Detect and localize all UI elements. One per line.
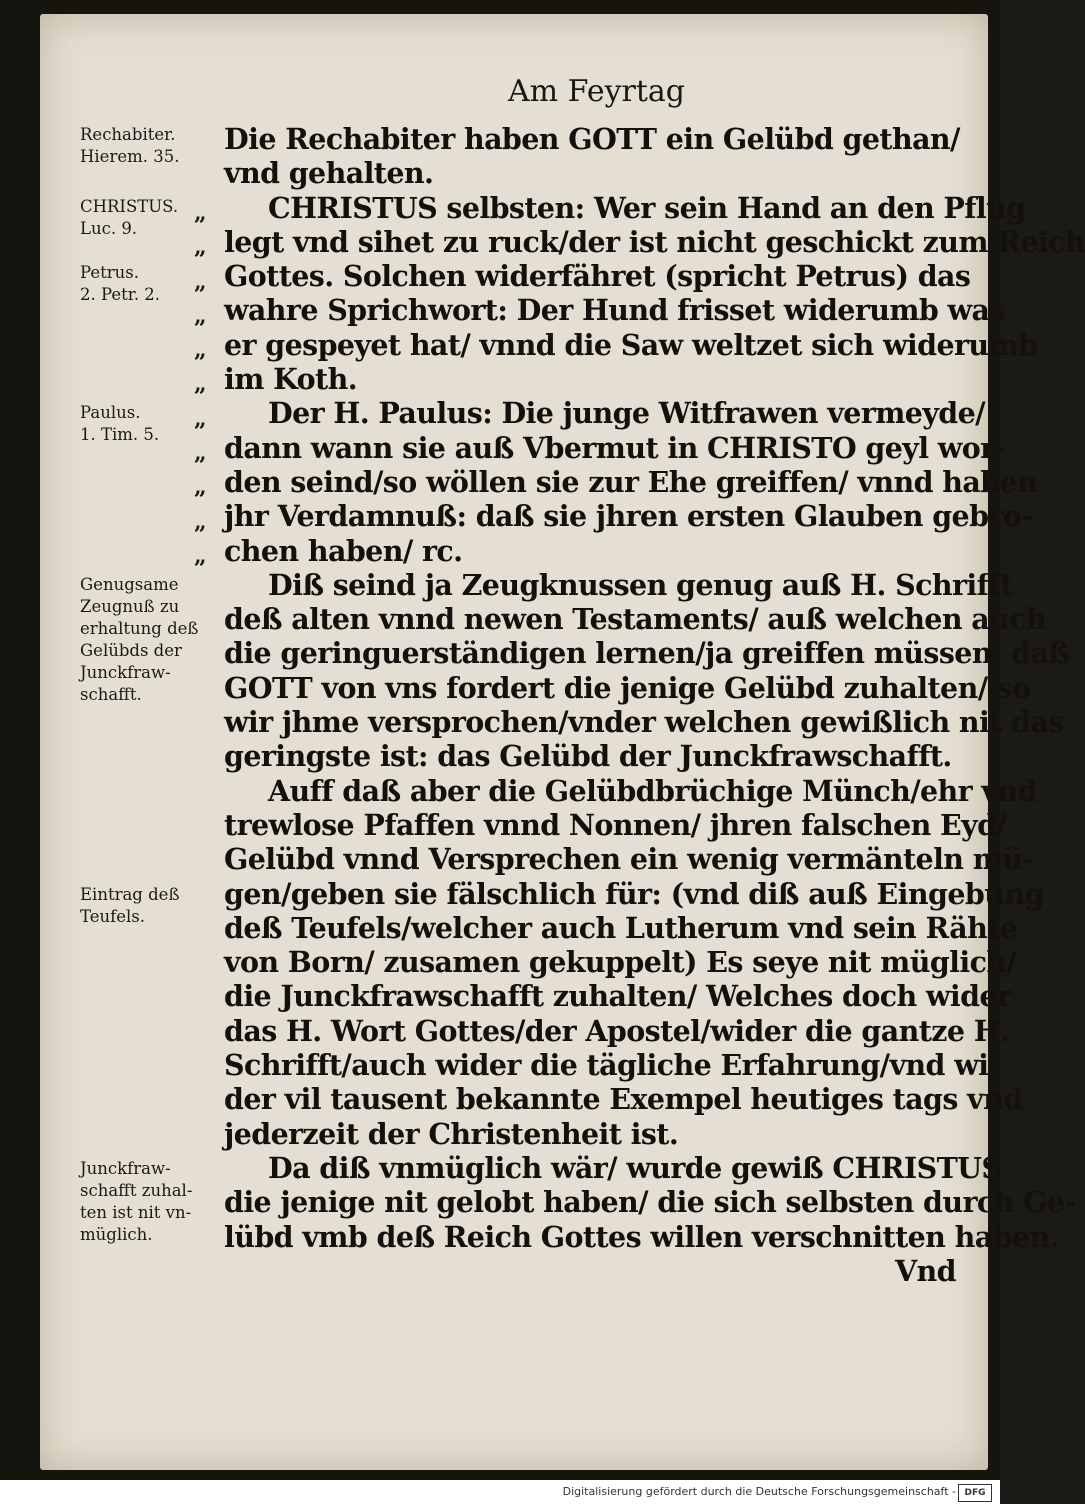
text-line: die Junckfrawschafft zuhalten/ Welches doch wider [224,979,1012,1014]
margin-note-line: Rechabiter. [80,125,176,144]
margin-note-line: Zeugnuß zu [80,597,180,616]
text-line: jederzeit der Christenheit ist. [224,1116,679,1151]
quote-mark: „ [194,200,207,226]
catchword: Vnd [895,1253,956,1288]
text-line: gen/geben sie fälschlich für: (vnd diß auß Eingebung [224,876,1044,911]
margin-note-line: Paulus. [80,403,141,422]
margin-note-junckfrawschafft [80,1158,210,1246]
text-line: die jenige nit gelobt haben/ die sich selbsten durch Ge- [224,1185,1076,1220]
margin-note-line: erhaltung deß [80,619,199,638]
margin-note-line: CHRISTUS. [80,197,179,216]
body-text [224,122,1085,1288]
text-line: Schrifft/auch wider die tägliche Erfahrung/vnd wi- [224,1048,1000,1083]
margin-note-line: Genugsame [80,575,179,594]
quote-mark: „ [194,542,207,569]
quote-mark: „ [194,405,207,432]
margin-note-line: Luc. 9. [80,219,138,238]
text-line: Die Rechabiter haben GOTT ein Gelübd gethan/ [224,122,960,156]
text-line: CHRISTUS selbsten: Wer sein Hand an den Pflug [268,190,1026,225]
margin-note-line: schafft zuhal- [80,1181,193,1200]
margin-note-line: Eintrag deß [80,885,180,904]
margin-note-line: 1. Tim. 5. [80,425,160,444]
text-line: er gespeyet hat/ vnnd die Saw weltzet sich widerumb [224,327,1038,362]
quote-mark: „ [194,337,207,364]
text-line: das H. Wort Gottes/der Apostel/wider die gantze H. [224,1013,1010,1048]
text-line: Gottes. Solchen widerfähret (spricht Petrus) das [224,259,971,294]
text-line: wir jhme versprochen/vnder welchen gewißlich nit das [224,705,1064,740]
text-line: Auff daß aber die Gelübdbrüchige Münch/ehr vnd [268,773,1037,808]
margin-note-teufel [80,884,210,928]
digitization-credit: Digitalisierung gefördert durch die Deutsche Forschungsgemeinschaft - [562,1485,956,1498]
text-line: jhr Verdamnuß: daß sie jhren ersten Glauben gebro- [224,499,1033,534]
text-line: wahre Sprichwort: Der Hund frisset widerumb was [224,293,1005,328]
text-line: legt vnd sihet zu ruck/der ist nicht geschickt zum Reich [224,224,1085,259]
text-line: chen haben/ rc. [224,533,463,568]
margin-note-line: Gelübds der [80,641,182,660]
quote-mark: „ [194,474,207,501]
text-line: die geringuerständigen lernen/ja greiffen müssen: daß [224,636,1070,671]
text-line: deß alten vnnd newen Testaments/ auß welchen auch [224,602,1047,637]
quote-mark: „ [194,234,207,261]
text-line: den seind/so wöllen sie zur Ehe greiffen/ vnnd haben [224,464,1038,499]
dfg-logo-icon: DFG [958,1484,992,1502]
text-line: der vil tausent bekannte Exempel heutiges tags vnd [224,1082,1023,1117]
quote-mark: „ [194,508,207,535]
margin-note-line: 2. Petr. 2. [80,285,161,304]
margin-note-rechabiter [80,124,210,168]
quote-mark: „ [194,440,207,467]
margin-note-petrus [80,262,210,306]
margin-note-line: Junckfraw- [80,1159,171,1178]
text-line: Gelübd vnnd Versprechen ein wenig vermänteln mü- [224,842,1034,877]
quote-mark: „ [194,371,207,398]
quote-mark: „ [194,268,207,295]
margin-note-christus [80,196,210,240]
text-line: trewlose Pfaffen vnnd Nonnen/ jhren falschen Eyd/ [224,807,1007,842]
margin-note-zeugnuss [80,574,210,706]
text-line: dann wann sie auß Vbermut in CHRISTO geyl wor- [224,430,1006,465]
text-line: Da diß vnmüglich wär/ wurde gewiß CHRISTUS [268,1150,1002,1185]
text-line: im Koth. [224,362,358,397]
text-line: vnd gehalten. [224,156,434,191]
margin-note-line: Petrus. [80,263,139,282]
quotation-marks-column [194,196,218,573]
text-line: von Born/ zusamen gekuppelt) Es seye nit müglich/ [224,945,1017,980]
margin-note-line: Hierem. 35. [80,147,180,166]
quote-mark: „ [194,302,207,329]
margin-note-line: ten ist nit vn- [80,1203,192,1222]
margin-note-line: müglich. [80,1225,153,1244]
margin-note-line: Junckfraw- [80,663,171,682]
text-line: geringste ist: das Gelübd der Junckfrawschafft. [224,739,952,774]
margin-note-line: schafft. [80,685,142,704]
margin-note-paulus [80,402,210,446]
text-line: Diß seind ja Zeugknussen genug auß H. Schrifft [268,567,1013,602]
running-head: Am Feyrtag [508,74,686,109]
text-line: GOTT von vns fordert die jenige Gelübd zuhalten/ so [224,670,1031,705]
text-line: lübd vmb deß Reich Gottes willen verschnitten haben. [224,1219,1059,1254]
footer-bar [0,1480,1000,1504]
margin-note-line: Teufels. [80,907,145,926]
text-line: deß Teufels/welcher auch Lutherum vnd sein Rähte [224,910,1018,945]
text-line: Der H. Paulus: Die junge Witfrawen vermeyde/ [268,396,985,431]
